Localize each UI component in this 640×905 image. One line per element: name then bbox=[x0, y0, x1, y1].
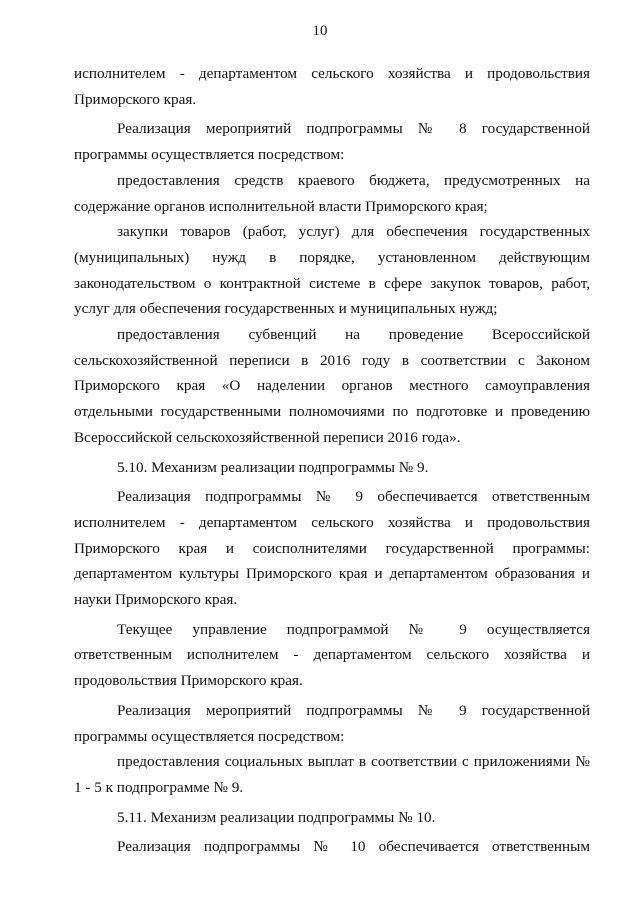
paragraph: Реализация подпрограммы № 9 обеспечивается ответственным исполнителем - департаментом сельского хозяйства и продовольствия Приморского края и соисполнителями государственной программы: департаментом культуры Приморского края и департаментом образования и науки Приморского края. bbox=[74, 488, 590, 609]
section-heading: 5.11. Механизм реализации подпрограммы № 10. bbox=[117, 808, 436, 826]
paragraph: предоставления средств краевого бюджета, предусмотренных на содержание органов исполнительной власти Приморского края; bbox=[74, 171, 590, 215]
document-body bbox=[74, 61, 590, 860]
paragraph: Реализация подпрограммы № 10 обеспечивается ответственным bbox=[117, 838, 590, 856]
paragraph: предоставления субвенций на проведение Всероссийской сельскохозяйственной переписи в 2016 году в соответствии с Законом Приморского края «О наделении органов местного самоуправления отдельными государственными полномочиями по подготовке и проведению Всероссийской сельскохозяйственной переписи 2016 года». bbox=[74, 326, 590, 446]
page-number: 10 bbox=[312, 23, 328, 39]
paragraph: Текущее управление подпрограммой № 9 осуществляется ответственным исполнителем - департаментом сельского хозяйства и продовольствия Приморского края. bbox=[74, 620, 590, 690]
paragraph: Реализация мероприятий подпрограммы № 8 государственной программы осуществляется посредством: bbox=[74, 120, 590, 164]
paragraph: исполнителем - департаментом сельского хозяйства и продовольствия Приморского края. bbox=[74, 65, 590, 108]
paragraph: предоставления социальных выплат в соответствии с приложениями № 1 - 5 к подпрограмме № 9. bbox=[74, 753, 590, 796]
section-heading: 5.10. Механизм реализации подпрограммы № 9. bbox=[117, 458, 429, 476]
paragraph: Реализация мероприятий подпрограммы № 9 государственной программы осуществляется посредством: bbox=[74, 701, 590, 745]
paragraph: закупки товаров (работ, услуг) для обеспечения государственных (муниципальных) нужд в порядке, установленном действующим законодательством о контрактной системе в сфере закупок товаров, работ, услуг для обеспечения государственных и муниципальных нужд; bbox=[74, 223, 590, 318]
